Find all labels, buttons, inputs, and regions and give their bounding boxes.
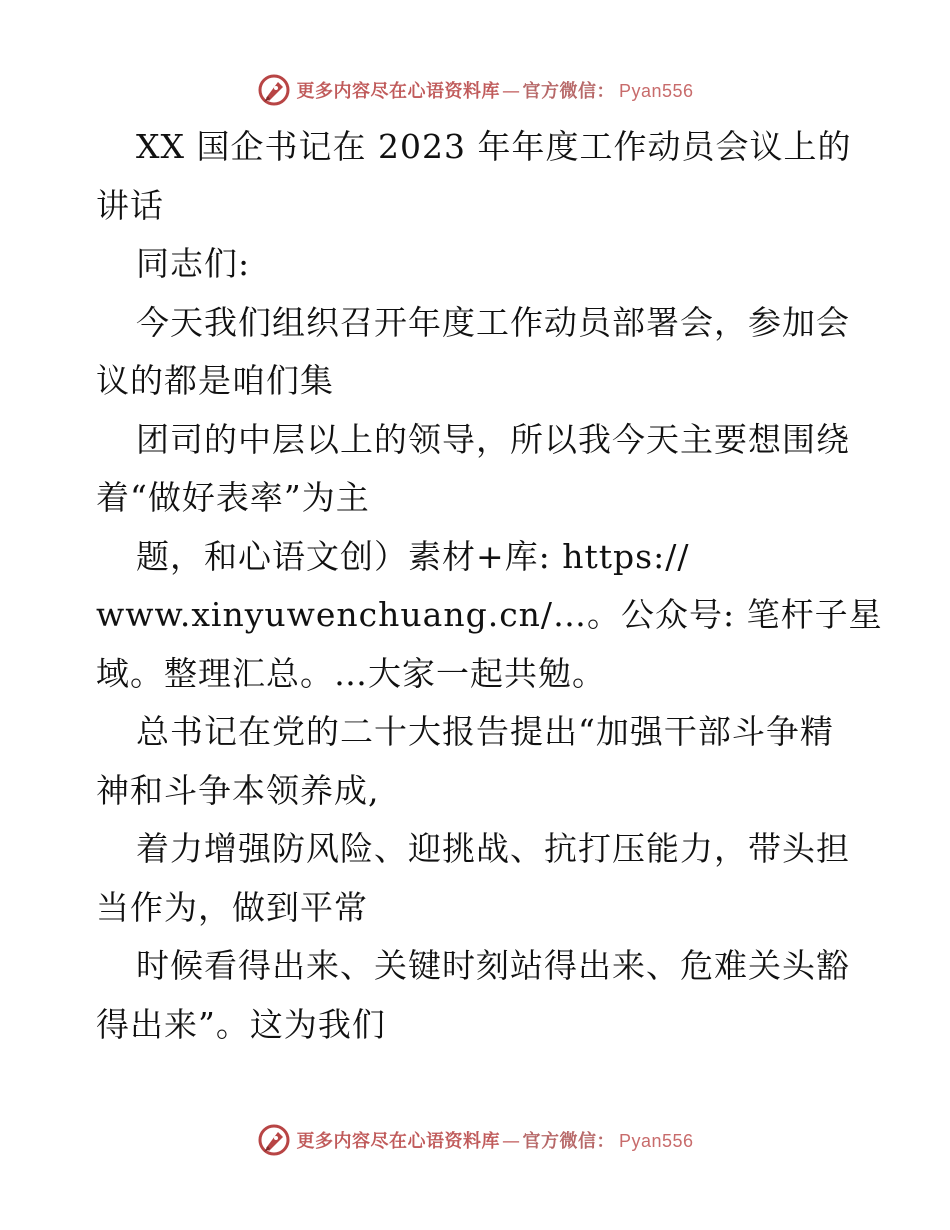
banner-official-label: 官方微信： <box>522 81 615 102</box>
banner-wechat-id: Pyan556 <box>618 81 694 101</box>
paragraph-line: 域。整理汇总。…大家一起共勉。 <box>96 653 606 693</box>
banner-dash: — <box>501 81 521 102</box>
paragraph-line: 着“做好表率”为主 <box>96 478 370 517</box>
footer-banner <box>0 1120 950 1160</box>
banner-dash: — <box>501 1131 521 1152</box>
pen-nib-logo-icon <box>256 72 292 108</box>
paragraph-line: 着力增强防风险、迎挑战、抗打压能力，带头担 <box>136 829 850 868</box>
title-line-1: XX 国企书记在 2023 年年度工作动员会议上的 <box>136 127 852 166</box>
paragraph-line: 时候看得出来、关键时刻站得出来、危难关头豁 <box>136 946 850 985</box>
document-body <box>96 118 883 1054</box>
pen-nib-logo-icon <box>256 1122 292 1158</box>
banner-official-label: 官方微信： <box>522 1131 615 1152</box>
banner-wechat-id: Pyan556 <box>618 1131 694 1151</box>
header-banner <box>0 70 950 110</box>
paragraph-line: www.xinyuwenchuang.cn/…。公众号: 笔杆子星 <box>96 595 883 634</box>
paragraph-line: 得出来”。这为我们 <box>96 1004 386 1044</box>
paragraph-line: 当作为，做到平常 <box>96 887 368 927</box>
paragraph-line: 团司的中层以上的领导，所以我今天主要想围绕 <box>136 419 850 459</box>
title-line-2: 讲话 <box>96 185 164 225</box>
paragraph-line: 题，和心语文创）素材+库: https:// <box>136 536 690 576</box>
salutation: 同志们: <box>136 244 251 283</box>
paragraph-line: 总书记在党的二十大报告提出“加强干部斗争精 <box>136 712 834 751</box>
paragraph-line: 议的都是咱们集 <box>96 361 334 400</box>
banner-main-text: 更多内容尽在心语资料库 <box>296 81 500 102</box>
paragraph-line: 神和斗争本领养成, <box>96 770 380 810</box>
paragraph-line: 今天我们组织召开年度工作动员部署会，参加会 <box>136 302 850 342</box>
banner-main-text: 更多内容尽在心语资料库 <box>296 1131 500 1152</box>
